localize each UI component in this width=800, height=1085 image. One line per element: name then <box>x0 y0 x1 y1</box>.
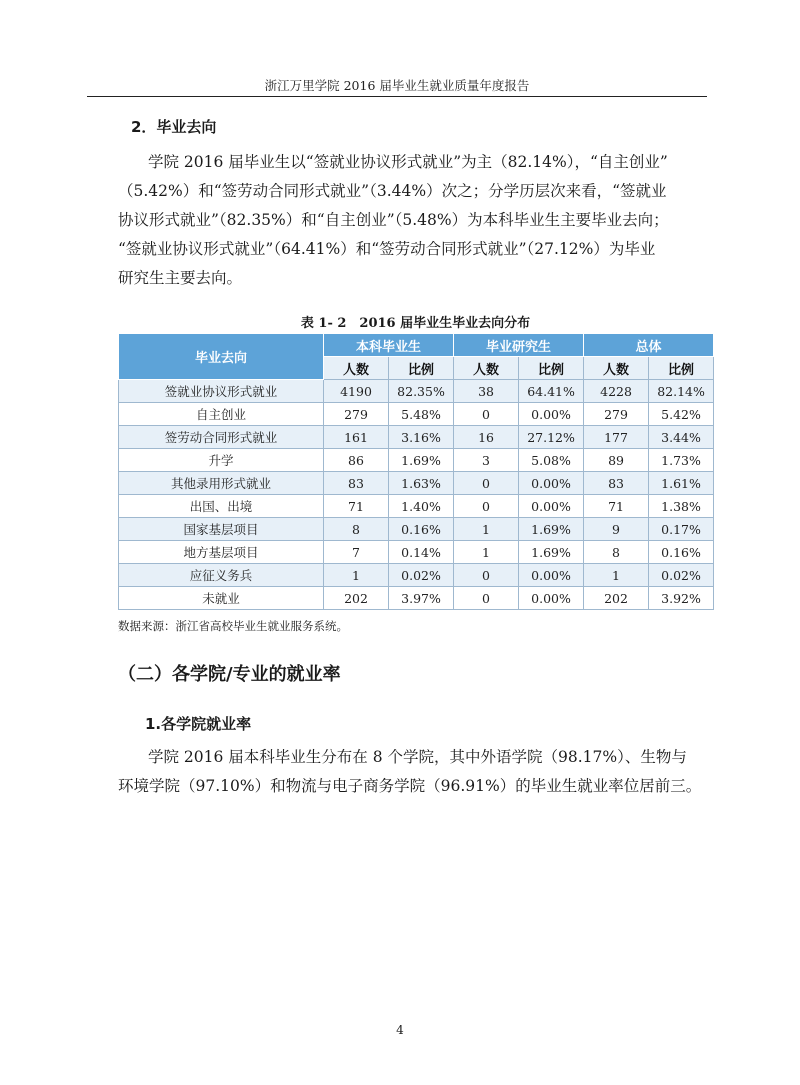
ratio-cell: 0.14% <box>389 541 454 564</box>
ratio-cell: 1.69% <box>519 541 584 564</box>
ratio-cell: 1.63% <box>389 472 454 495</box>
table-row <box>119 495 714 518</box>
row-label-cell: 升学 <box>119 449 324 472</box>
ratio-cell: 0.16% <box>649 541 714 564</box>
count-cell: 38 <box>454 380 519 403</box>
row-label-cell: 地方基层项目 <box>119 541 324 564</box>
intro-paragraph <box>118 148 708 293</box>
count-cell: 71 <box>324 495 389 518</box>
ratio-cell: 5.08% <box>519 449 584 472</box>
count-cell: 3 <box>454 449 519 472</box>
count-cell: 8 <box>584 541 649 564</box>
ratio-cell: 0.00% <box>519 403 584 426</box>
table-row <box>119 541 714 564</box>
subheader-count: 人数 <box>454 357 519 380</box>
count-cell: 0 <box>454 564 519 587</box>
count-cell: 0 <box>454 472 519 495</box>
count-cell: 71 <box>584 495 649 518</box>
table-row <box>119 564 714 587</box>
count-cell: 279 <box>324 403 389 426</box>
row-label-cell: 签就业协议形式就业 <box>119 380 324 403</box>
chapter-heading: （二）各学院/专业的就业率 <box>118 664 341 685</box>
intro-line: （5.42%）和“签劳动合同形式就业”（3.44%）次之；分学历层次来看，“签就业 <box>118 182 667 200</box>
intro-line: 研究生主要去向。 <box>118 269 243 287</box>
count-cell: 202 <box>584 587 649 610</box>
ratio-cell: 0.00% <box>519 587 584 610</box>
subsection-heading: 1.各学院就业率 <box>145 715 252 733</box>
college-line: 环境学院（97.10%）和物流与电子商务学院（96.91%）的毕业生就业率位居前三。 <box>118 777 702 795</box>
row-label-cell: 国家基层项目 <box>119 518 324 541</box>
table-row <box>119 472 714 495</box>
destination-table <box>118 333 714 610</box>
group-header-undergrad: 本科毕业生 <box>324 334 454 357</box>
ratio-cell: 0.00% <box>519 495 584 518</box>
count-cell: 8 <box>324 518 389 541</box>
subheader-ratio: 比例 <box>649 357 714 380</box>
ratio-cell: 0.00% <box>519 564 584 587</box>
header-divider <box>87 96 707 97</box>
row-label-cell: 未就业 <box>119 587 324 610</box>
subheader-ratio: 比例 <box>389 357 454 380</box>
row-label-cell: 其他录用形式就业 <box>119 472 324 495</box>
count-cell: 177 <box>584 426 649 449</box>
page-number: 4 <box>396 1023 404 1037</box>
section-heading: 2．毕业去向 <box>131 118 217 136</box>
table-row <box>119 449 714 472</box>
row-label-cell: 出国、出境 <box>119 495 324 518</box>
running-header: 浙江万里学院 2016 届毕业生就业质量年度报告 <box>264 78 530 93</box>
subheader-ratio: 比例 <box>519 357 584 380</box>
count-cell: 1 <box>454 518 519 541</box>
ratio-cell: 1.38% <box>649 495 714 518</box>
count-cell: 83 <box>324 472 389 495</box>
count-cell: 1 <box>584 564 649 587</box>
table-row <box>119 587 714 610</box>
row-header-cell: 毕业去向 <box>119 334 324 380</box>
row-label-cell: 应征义务兵 <box>119 564 324 587</box>
count-cell: 9 <box>584 518 649 541</box>
count-cell: 279 <box>584 403 649 426</box>
table-caption: 表 1- 2 2016 届毕业生毕业去向分布 <box>300 316 531 331</box>
count-cell: 1 <box>454 541 519 564</box>
ratio-cell: 64.41% <box>519 380 584 403</box>
group-header-total: 总体 <box>584 334 714 357</box>
ratio-cell: 3.44% <box>649 426 714 449</box>
ratio-cell: 82.35% <box>389 380 454 403</box>
count-cell: 0 <box>454 495 519 518</box>
count-cell: 4228 <box>584 380 649 403</box>
subheader-count: 人数 <box>324 357 389 380</box>
table-row <box>119 426 714 449</box>
ratio-cell: 1.69% <box>389 449 454 472</box>
ratio-cell: 0.02% <box>389 564 454 587</box>
college-paragraph <box>118 743 708 801</box>
count-cell: 1 <box>324 564 389 587</box>
ratio-cell: 3.97% <box>389 587 454 610</box>
data-source-note: 数据来源：浙江省高校毕业生就业服务系统。 <box>118 619 348 633</box>
count-cell: 161 <box>324 426 389 449</box>
count-cell: 202 <box>324 587 389 610</box>
ratio-cell: 5.42% <box>649 403 714 426</box>
intro-line: 协议形式就业”（82.35%）和“自主创业”（5.48%）为本科毕业生主要毕业去向； <box>118 211 669 229</box>
intro-line: 学院 2016 届毕业生以“签就业协议形式就业”为主（82.14%），“自主创业” <box>148 153 668 171</box>
ratio-cell: 27.12% <box>519 426 584 449</box>
ratio-cell: 82.14% <box>649 380 714 403</box>
table-row <box>119 518 714 541</box>
row-label-cell: 自主创业 <box>119 403 324 426</box>
ratio-cell: 0.02% <box>649 564 714 587</box>
ratio-cell: 5.48% <box>389 403 454 426</box>
subheader-count: 人数 <box>584 357 649 380</box>
ratio-cell: 0.17% <box>649 518 714 541</box>
count-cell: 83 <box>584 472 649 495</box>
ratio-cell: 1.61% <box>649 472 714 495</box>
count-cell: 89 <box>584 449 649 472</box>
count-cell: 86 <box>324 449 389 472</box>
ratio-cell: 0.16% <box>389 518 454 541</box>
intro-line: “签就业协议形式就业”（64.41%）和“签劳动合同形式就业”（27.12%）为毕业 <box>118 240 656 258</box>
count-cell: 7 <box>324 541 389 564</box>
table-row <box>119 403 714 426</box>
ratio-cell: 0.00% <box>519 472 584 495</box>
group-header-graduate: 毕业研究生 <box>454 334 584 357</box>
ratio-cell: 1.69% <box>519 518 584 541</box>
count-cell: 16 <box>454 426 519 449</box>
ratio-cell: 3.92% <box>649 587 714 610</box>
college-line: 学院 2016 届本科毕业生分布在 8 个学院，其中外语学院（98.17%）、生物与 <box>148 748 687 766</box>
table-row <box>119 380 714 403</box>
row-label-cell: 签劳动合同形式就业 <box>119 426 324 449</box>
count-cell: 4190 <box>324 380 389 403</box>
ratio-cell: 1.73% <box>649 449 714 472</box>
count-cell: 0 <box>454 587 519 610</box>
ratio-cell: 3.16% <box>389 426 454 449</box>
ratio-cell: 1.40% <box>389 495 454 518</box>
count-cell: 0 <box>454 403 519 426</box>
